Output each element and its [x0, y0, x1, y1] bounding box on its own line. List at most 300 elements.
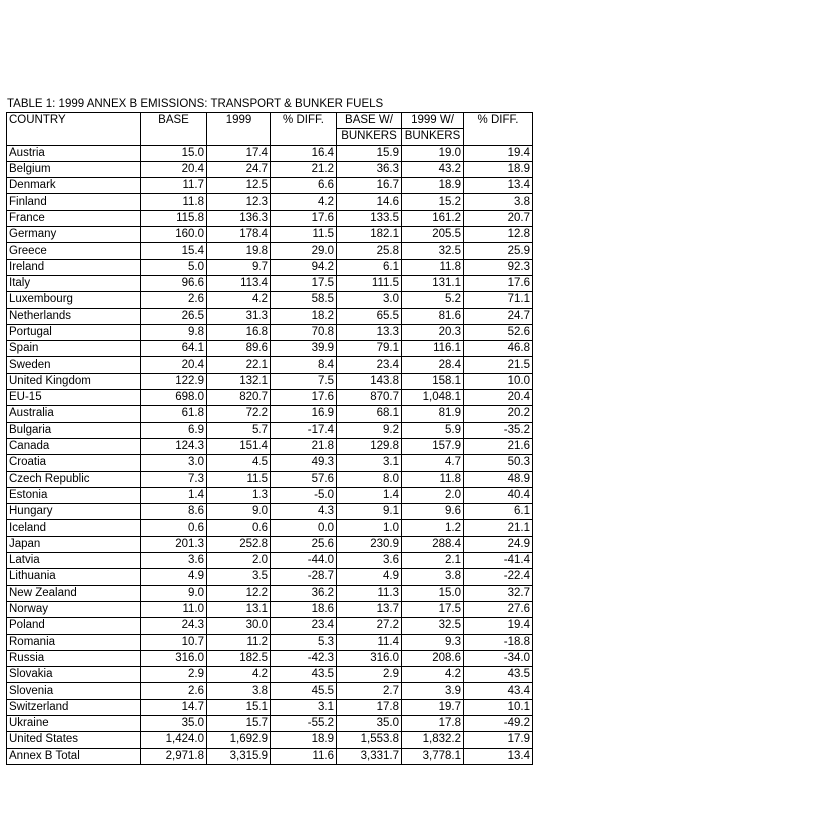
value-cell: 11.7	[141, 178, 207, 194]
value-cell: 4.9	[337, 569, 402, 585]
country-cell: United States	[7, 732, 141, 748]
value-cell: 71.1	[464, 292, 533, 308]
country-cell: Czech Republic	[7, 471, 141, 487]
value-cell: 208.6	[402, 650, 464, 666]
country-cell: Latvia	[7, 553, 141, 569]
value-cell: 17.6	[464, 275, 533, 291]
value-cell: 3.0	[141, 455, 207, 471]
value-cell: 131.1	[402, 275, 464, 291]
value-cell: 17.5	[271, 275, 337, 291]
value-cell: 1.4	[337, 487, 402, 503]
value-cell: 19.4	[464, 618, 533, 634]
table-row	[7, 520, 533, 536]
value-cell: 6.1	[337, 259, 402, 275]
value-cell: 3,331.7	[337, 748, 402, 764]
value-cell: 2.1	[402, 553, 464, 569]
value-cell: 89.6	[207, 341, 271, 357]
value-cell: 45.5	[271, 683, 337, 699]
table-row	[7, 487, 533, 503]
value-cell: 133.5	[337, 210, 402, 226]
value-cell: 57.6	[271, 471, 337, 487]
value-cell: 6.1	[464, 504, 533, 520]
value-cell: 143.8	[337, 373, 402, 389]
value-cell: 115.8	[141, 210, 207, 226]
value-cell: 21.2	[271, 161, 337, 177]
table-row	[7, 275, 533, 291]
value-cell: 61.8	[141, 406, 207, 422]
value-cell: 52.6	[464, 324, 533, 340]
table-row	[7, 357, 533, 373]
value-cell: 2.9	[141, 667, 207, 683]
value-cell: 3.8	[207, 683, 271, 699]
value-cell: 21.8	[271, 438, 337, 454]
value-cell: 46.8	[464, 341, 533, 357]
value-cell: 11.8	[402, 259, 464, 275]
value-cell: 27.2	[337, 618, 402, 634]
value-cell: 3.9	[402, 683, 464, 699]
value-cell: -17.4	[271, 422, 337, 438]
table-row	[7, 667, 533, 683]
country-cell: Russia	[7, 650, 141, 666]
value-cell: 35.0	[141, 715, 207, 731]
country-cell: Slovakia	[7, 667, 141, 683]
value-cell: 132.1	[207, 373, 271, 389]
value-cell: 124.3	[141, 438, 207, 454]
value-cell: 40.4	[464, 487, 533, 503]
value-cell: 1,048.1	[402, 390, 464, 406]
country-cell: Slovenia	[7, 683, 141, 699]
table-row	[7, 634, 533, 650]
country-cell: New Zealand	[7, 585, 141, 601]
value-cell: 230.9	[337, 536, 402, 552]
header-base-w-line2: BUNKERS	[337, 129, 402, 145]
value-cell: 20.4	[141, 161, 207, 177]
table-row	[7, 259, 533, 275]
value-cell: 36.2	[271, 585, 337, 601]
country-cell: Austria	[7, 145, 141, 161]
table-row	[7, 569, 533, 585]
value-cell: 1,832.2	[402, 732, 464, 748]
country-cell: Switzerland	[7, 699, 141, 715]
value-cell: 20.2	[464, 406, 533, 422]
country-cell: Lithuania	[7, 569, 141, 585]
table-row	[7, 422, 533, 438]
table-row	[7, 650, 533, 666]
table-row	[7, 324, 533, 340]
value-cell: 27.6	[464, 601, 533, 617]
value-cell: 10.1	[464, 699, 533, 715]
value-cell: 11.8	[141, 194, 207, 210]
value-cell: 32.7	[464, 585, 533, 601]
value-cell: 23.4	[337, 357, 402, 373]
table-row	[7, 406, 533, 422]
country-cell: Spain	[7, 341, 141, 357]
country-cell: EU-15	[7, 390, 141, 406]
value-cell: 24.7	[464, 308, 533, 324]
value-cell: -28.7	[271, 569, 337, 585]
table-row	[7, 471, 533, 487]
table-row	[7, 194, 533, 210]
value-cell: 17.4	[207, 145, 271, 161]
table-row	[7, 243, 533, 259]
value-cell: 3.1	[337, 455, 402, 471]
value-cell: 19.0	[402, 145, 464, 161]
value-cell: 288.4	[402, 536, 464, 552]
value-cell: 1.4	[141, 487, 207, 503]
value-cell: 21.5	[464, 357, 533, 373]
value-cell: 5.2	[402, 292, 464, 308]
value-cell: 10.0	[464, 373, 533, 389]
table-row	[7, 455, 533, 471]
table-title: TABLE 1: 1999 ANNEX B EMISSIONS: TRANSPORT & BUNKER FUELS	[7, 98, 384, 110]
value-cell: 15.7	[207, 715, 271, 731]
country-cell: Bulgaria	[7, 422, 141, 438]
value-cell: 9.0	[141, 585, 207, 601]
value-cell: 1.2	[402, 520, 464, 536]
table-row	[7, 585, 533, 601]
country-cell: Finland	[7, 194, 141, 210]
value-cell: 151.4	[207, 438, 271, 454]
value-cell: 20.4	[141, 357, 207, 373]
value-cell: 160.0	[141, 227, 207, 243]
country-cell: Belgium	[7, 161, 141, 177]
value-cell: -34.0	[464, 650, 533, 666]
value-cell: 9.3	[402, 634, 464, 650]
country-cell: Romania	[7, 634, 141, 650]
value-cell: 16.8	[207, 324, 271, 340]
value-cell: 24.3	[141, 618, 207, 634]
value-cell: 24.7	[207, 161, 271, 177]
country-cell: Estonia	[7, 487, 141, 503]
header-pct-diff-bunkers: % DIFF.	[464, 113, 533, 146]
value-cell: 35.0	[337, 715, 402, 731]
value-cell: -22.4	[464, 569, 533, 585]
value-cell: 36.3	[337, 161, 402, 177]
value-cell: 18.9	[402, 178, 464, 194]
value-cell: 20.4	[464, 390, 533, 406]
value-cell: 157.9	[402, 438, 464, 454]
header-pct-diff: % DIFF.	[271, 113, 337, 146]
value-cell: 17.8	[337, 699, 402, 715]
value-cell: 11.0	[141, 601, 207, 617]
value-cell: 58.5	[271, 292, 337, 308]
value-cell: 0.6	[141, 520, 207, 536]
value-cell: 81.9	[402, 406, 464, 422]
value-cell: 12.8	[464, 227, 533, 243]
table-row	[7, 161, 533, 177]
table-row	[7, 699, 533, 715]
value-cell: 111.5	[337, 275, 402, 291]
value-cell: -42.3	[271, 650, 337, 666]
country-cell: Netherlands	[7, 308, 141, 324]
value-cell: 2,971.8	[141, 748, 207, 764]
table-row	[7, 732, 533, 748]
value-cell: 72.2	[207, 406, 271, 422]
value-cell: 9.8	[141, 324, 207, 340]
table-row	[7, 504, 533, 520]
value-cell: 2.6	[141, 292, 207, 308]
value-cell: 2.0	[402, 487, 464, 503]
value-cell: 30.0	[207, 618, 271, 634]
value-cell: 182.1	[337, 227, 402, 243]
value-cell: 32.5	[402, 618, 464, 634]
value-cell: 116.1	[402, 341, 464, 357]
country-cell: France	[7, 210, 141, 226]
value-cell: 64.1	[141, 341, 207, 357]
value-cell: -55.2	[271, 715, 337, 731]
country-cell: Croatia	[7, 455, 141, 471]
value-cell: 92.3	[464, 259, 533, 275]
value-cell: 65.5	[337, 308, 402, 324]
value-cell: 1,692.9	[207, 732, 271, 748]
value-cell: 43.4	[464, 683, 533, 699]
value-cell: 316.0	[337, 650, 402, 666]
value-cell: 136.3	[207, 210, 271, 226]
value-cell: 19.8	[207, 243, 271, 259]
value-cell: 16.9	[271, 406, 337, 422]
value-cell: 2.0	[207, 553, 271, 569]
table-row	[7, 536, 533, 552]
country-cell: Canada	[7, 438, 141, 454]
table-row	[7, 390, 533, 406]
value-cell: 29.0	[271, 243, 337, 259]
value-cell: -18.8	[464, 634, 533, 650]
country-cell: Ireland	[7, 259, 141, 275]
value-cell: 18.9	[464, 161, 533, 177]
value-cell: 1,553.8	[337, 732, 402, 748]
value-cell: 22.1	[207, 357, 271, 373]
value-cell: 6.6	[271, 178, 337, 194]
table-row	[7, 292, 533, 308]
value-cell: 2.9	[337, 667, 402, 683]
value-cell: 96.6	[141, 275, 207, 291]
value-cell: 18.2	[271, 308, 337, 324]
country-cell: Italy	[7, 275, 141, 291]
value-cell: 13.1	[207, 601, 271, 617]
table-row	[7, 227, 533, 243]
value-cell: -5.0	[271, 487, 337, 503]
value-cell: 11.4	[337, 634, 402, 650]
table-row	[7, 683, 533, 699]
value-cell: 11.8	[402, 471, 464, 487]
value-cell: 17.9	[464, 732, 533, 748]
value-cell: 1.0	[337, 520, 402, 536]
value-cell: 7.3	[141, 471, 207, 487]
header-base: BASE	[141, 113, 207, 146]
country-cell: Ukraine	[7, 715, 141, 731]
value-cell: -41.4	[464, 553, 533, 569]
header-1999: 1999	[207, 113, 271, 146]
table-row	[7, 601, 533, 617]
value-cell: 15.0	[402, 585, 464, 601]
value-cell: 39.9	[271, 341, 337, 357]
table-row	[7, 553, 533, 569]
value-cell: 252.8	[207, 536, 271, 552]
value-cell: 15.0	[141, 145, 207, 161]
value-cell: 870.7	[337, 390, 402, 406]
value-cell: 158.1	[402, 373, 464, 389]
table-row	[7, 145, 533, 161]
value-cell: 79.1	[337, 341, 402, 357]
value-cell: 23.4	[271, 618, 337, 634]
header-1999-w-line1: 1999 W/	[402, 113, 464, 129]
value-cell: 1,424.0	[141, 732, 207, 748]
country-cell: Annex B Total	[7, 748, 141, 764]
value-cell: 11.6	[271, 748, 337, 764]
country-cell: Sweden	[7, 357, 141, 373]
value-cell: 20.3	[402, 324, 464, 340]
value-cell: 3.6	[141, 553, 207, 569]
value-cell: 25.8	[337, 243, 402, 259]
value-cell: 17.6	[271, 390, 337, 406]
value-cell: -35.2	[464, 422, 533, 438]
value-cell: 17.6	[271, 210, 337, 226]
value-cell: 5.0	[141, 259, 207, 275]
table-row	[7, 341, 533, 357]
value-cell: 113.4	[207, 275, 271, 291]
value-cell: 5.3	[271, 634, 337, 650]
value-cell: 9.2	[337, 422, 402, 438]
value-cell: 21.1	[464, 520, 533, 536]
value-cell: 316.0	[141, 650, 207, 666]
value-cell: 25.6	[271, 536, 337, 552]
value-cell: 0.6	[207, 520, 271, 536]
table-row	[7, 618, 533, 634]
value-cell: 11.3	[337, 585, 402, 601]
header-base-w-line1: BASE W/	[337, 113, 402, 129]
country-cell: Japan	[7, 536, 141, 552]
value-cell: 4.9	[141, 569, 207, 585]
country-cell: Germany	[7, 227, 141, 243]
value-cell: -49.2	[464, 715, 533, 731]
value-cell: 8.0	[337, 471, 402, 487]
value-cell: 9.1	[337, 504, 402, 520]
country-cell: Iceland	[7, 520, 141, 536]
header-country: COUNTRY	[7, 113, 141, 146]
value-cell: 14.7	[141, 699, 207, 715]
value-cell: 28.4	[402, 357, 464, 373]
table-row	[7, 308, 533, 324]
value-cell: 3.8	[402, 569, 464, 585]
value-cell: 4.7	[402, 455, 464, 471]
value-cell: 81.6	[402, 308, 464, 324]
country-cell: Greece	[7, 243, 141, 259]
value-cell: 17.8	[402, 715, 464, 731]
value-cell: 11.5	[271, 227, 337, 243]
country-cell: Luxembourg	[7, 292, 141, 308]
value-cell: 32.5	[402, 243, 464, 259]
value-cell: 4.2	[207, 667, 271, 683]
value-cell: 43.5	[464, 667, 533, 683]
table-body	[7, 145, 533, 764]
value-cell: 13.4	[464, 178, 533, 194]
value-cell: 7.5	[271, 373, 337, 389]
value-cell: 12.5	[207, 178, 271, 194]
header-1999-w-line2: BUNKERS	[402, 129, 464, 145]
value-cell: 25.9	[464, 243, 533, 259]
value-cell: 5.7	[207, 422, 271, 438]
country-cell: Australia	[7, 406, 141, 422]
value-cell: 11.5	[207, 471, 271, 487]
value-cell: 12.3	[207, 194, 271, 210]
value-cell: 26.5	[141, 308, 207, 324]
value-cell: 10.7	[141, 634, 207, 650]
value-cell: 94.2	[271, 259, 337, 275]
value-cell: 2.7	[337, 683, 402, 699]
value-cell: 49.3	[271, 455, 337, 471]
value-cell: 21.6	[464, 438, 533, 454]
country-cell: Norway	[7, 601, 141, 617]
emissions-table	[6, 112, 533, 765]
value-cell: 43.2	[402, 161, 464, 177]
value-cell: 4.3	[271, 504, 337, 520]
value-cell: 201.3	[141, 536, 207, 552]
value-cell: 161.2	[402, 210, 464, 226]
country-cell: Denmark	[7, 178, 141, 194]
value-cell: 24.9	[464, 536, 533, 552]
value-cell: 1.3	[207, 487, 271, 503]
value-cell: 13.3	[337, 324, 402, 340]
value-cell: 20.7	[464, 210, 533, 226]
value-cell: 4.2	[271, 194, 337, 210]
value-cell: 31.3	[207, 308, 271, 324]
value-cell: 15.4	[141, 243, 207, 259]
value-cell: 205.5	[402, 227, 464, 243]
value-cell: 6.9	[141, 422, 207, 438]
header-row	[7, 113, 533, 129]
table-row	[7, 715, 533, 731]
value-cell: 2.6	[141, 683, 207, 699]
value-cell: 48.9	[464, 471, 533, 487]
table-row	[7, 438, 533, 454]
value-cell: 3.5	[207, 569, 271, 585]
value-cell: 12.2	[207, 585, 271, 601]
value-cell: 3,315.9	[207, 748, 271, 764]
value-cell: 8.4	[271, 357, 337, 373]
value-cell: 19.4	[464, 145, 533, 161]
value-cell: 4.2	[207, 292, 271, 308]
value-cell: 5.9	[402, 422, 464, 438]
value-cell: 4.2	[402, 667, 464, 683]
value-cell: 17.5	[402, 601, 464, 617]
value-cell: 11.2	[207, 634, 271, 650]
value-cell: 129.8	[337, 438, 402, 454]
value-cell: 9.6	[402, 504, 464, 520]
value-cell: 0.0	[271, 520, 337, 536]
country-cell: United Kingdom	[7, 373, 141, 389]
value-cell: 16.4	[271, 145, 337, 161]
value-cell: 15.2	[402, 194, 464, 210]
country-cell: Portugal	[7, 324, 141, 340]
value-cell: 3.6	[337, 553, 402, 569]
country-cell: Poland	[7, 618, 141, 634]
table-row	[7, 748, 533, 764]
value-cell: -44.0	[271, 553, 337, 569]
value-cell: 16.7	[337, 178, 402, 194]
value-cell: 820.7	[207, 390, 271, 406]
table-row	[7, 178, 533, 194]
country-cell: Hungary	[7, 504, 141, 520]
value-cell: 122.9	[141, 373, 207, 389]
value-cell: 178.4	[207, 227, 271, 243]
value-cell: 13.4	[464, 748, 533, 764]
value-cell: 14.6	[337, 194, 402, 210]
table-row	[7, 210, 533, 226]
value-cell: 4.5	[207, 455, 271, 471]
value-cell: 3,778.1	[402, 748, 464, 764]
value-cell: 9.7	[207, 259, 271, 275]
value-cell: 15.1	[207, 699, 271, 715]
